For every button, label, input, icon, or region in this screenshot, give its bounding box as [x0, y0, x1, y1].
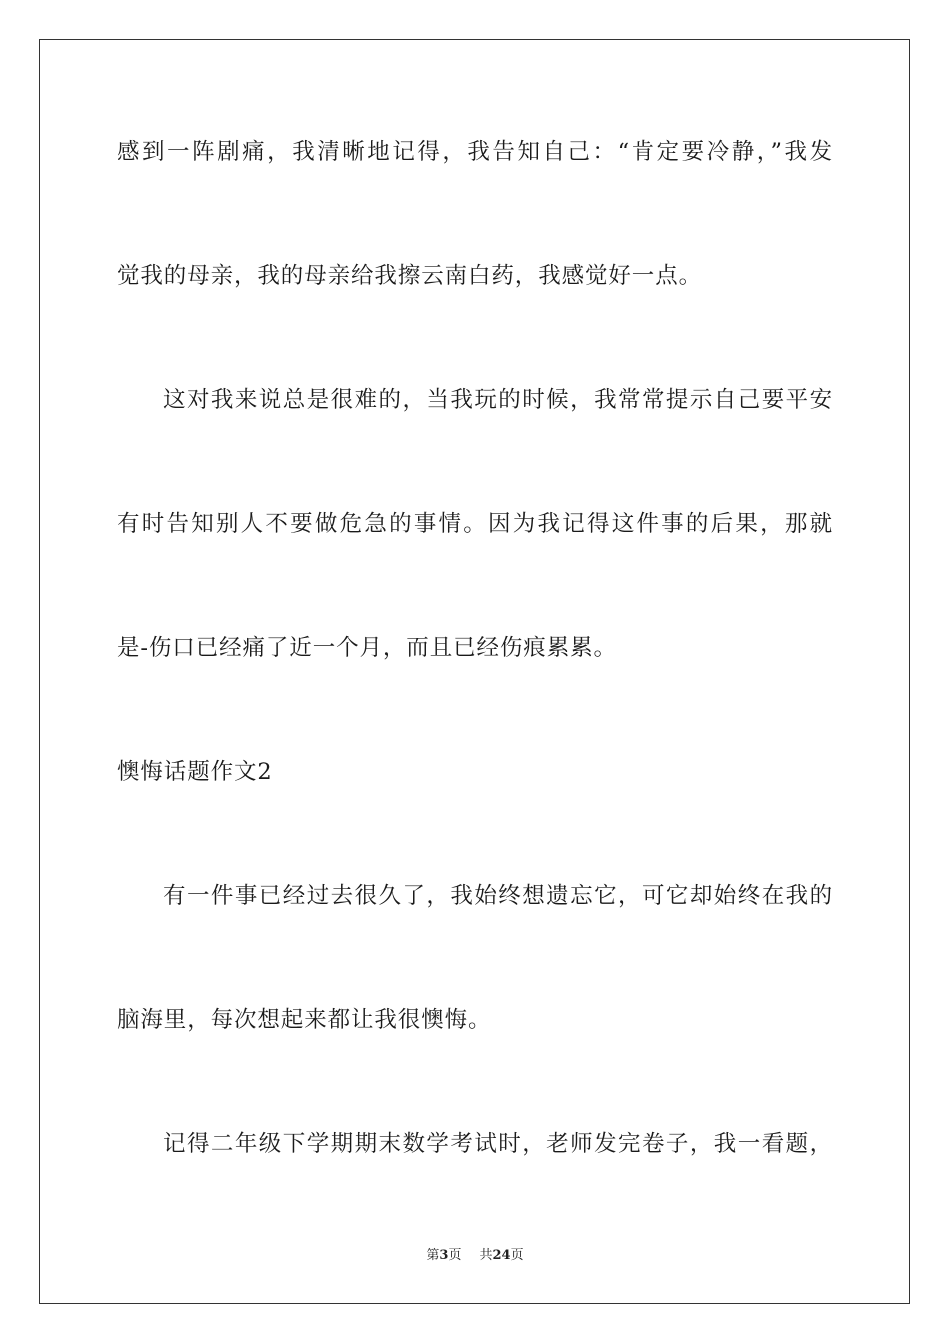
body-text-line: 是-伤口已经痛了近一个月，而且已经伤痕累累。: [117, 635, 617, 661]
body-text-line: 记得二年级下学期期末数学考试时，老师发完卷子，我一看题，: [163, 1131, 833, 1157]
body-text-line: 有一件事已经过去很久了，我始终想遗忘它，可它却始终在我的: [163, 883, 833, 909]
current-page-number: 3: [439, 1248, 449, 1263]
body-text-line: 这对我来说总是很难的，当我玩的时候，我常常提示自己要平安: [163, 387, 833, 413]
total-pages-label: 共24页: [479, 1248, 524, 1263]
section-heading: 懊悔话题作文2: [117, 759, 273, 785]
body-text-line: 感到一阵剧痛，我清晰地记得，我告知自己：“肯定要冷静，”我发: [117, 139, 833, 165]
page-number-label: 第3页: [426, 1248, 462, 1263]
page-border: [39, 39, 910, 1304]
body-text-line: 觉我的母亲，我的母亲给我擦云南白药，我感觉好一点。: [117, 263, 703, 289]
page-footer: [0, 1247, 950, 1265]
body-text-line: 有时告知别人不要做危急的事情。因为我记得这件事的后果，那就: [117, 511, 833, 537]
total-page-count: 24: [492, 1248, 511, 1263]
body-text-line: 脑海里，每次想起来都让我很懊悔。: [117, 1007, 492, 1033]
